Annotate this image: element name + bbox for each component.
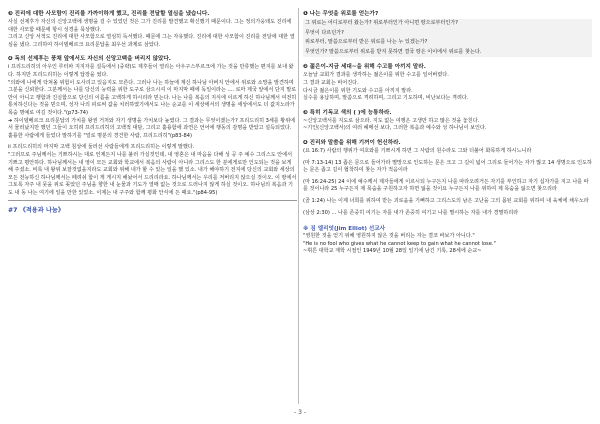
scripture-verse: (골 1:24) 나는 이제 너희를 위하여 받는 괴로움을 기뻐하고 그리스도의 남은 고난을 그의 몸된 교회를 위하여 내 육체에 채우노라 [303,197,589,204]
column-divider [298,8,299,404]
scripture-verse: (마 16:24-25) 24 이에 예수께서 제자들에게 이르시되 누구든지 나를 따라오려거든 자기를 부인하고 자기 십자가를 지고 나를 따를 것이니라 25 누구든지 제 목숨을 구원하고자 하면 잃을 것이요 누구든지 나를 위하여 제 목숨을 잃으면 찾으리라 [303,178,589,193]
scripture-verse: (마 7:13-14) 13 좁은 문으로 들어가라 멸망으로 인도하는 문은 크고 그 길이 넓어 그리로 들어가는 자가 많고 14 생명으로 인도하는 문은 좁고 길이 협착하여 찾는 자가 적음이라 [303,159,592,174]
left-column [8,10,297,214]
question-2-line: 그 결과 교회는 비어진다. [303,79,359,86]
section-4-quote: "의와에 나에게 닥쳐올 위험이 도사리고 있음지도 모른다. 그러나 나는 하늘에 계신 하나님 아버지 안에서 위로와 소망을 발견하며 그분을 신뢰한다. 그분께서는 나를 당신의 능력을 위한 도구로 삼으시셔 이 마지막 때에 독일이라는 .... 로마 제국 앞에서 단지 말로만이 아니고 행함과 진실함으로 당신의 이름을 고백하게 하시리라 믿는다. 나는 나를 복음의 지식에 이르게 하신 하나님께서 여전히 통치하신다는 것을 믿으며, 성자 나의 피로써 값을 치러하였기에서도 나는 순교를 이 세상에서의 생명을 세상에서도 더 값지노라가 목숨 명예로 여길 것이다."(p73-74) [8,79,297,116]
question-4-title: ❹ 진리와 말씀을 위해 기꺼이 헌신하라. [303,139,401,146]
question-1-title: ❶ 나는 무엇을 위로를 얻는가? [303,11,379,17]
question-1-line: 그 위로는 어디로부터 왔는가? 위로부터인가 아니면 땅으로부터인가? [303,19,592,29]
question-2-line: 오늘날 교회가 결과를 생각하는 젊은이를 위한 수고를 일어버렸다. [303,72,449,79]
question-3-line: ~기인(신앙고백서)의 여러 헤메선 보다, 그러한 복음과 예수와 성 하나님이 보인다. [303,125,487,132]
question-1-line: 무엇이 다르던가? [303,29,592,39]
quote-line: "영원한 것을 얻기 위해 영원하지 않은 것을 버리는 자는 결코 바보가 아니다." [303,233,475,240]
section-4-quote: "그러므로 주님께서는 기쁘하시는 대로 언제든지 나를 불러 가실것인데, 내 영혼은 내 마음을 다해 성 공 주 예수 그리스도 안에서 기쁘고 평안하다. 하나님께서는 내 영이 모든 교회와 학교에서 복음의 사람이 아니라 그리스도 한 분에게로만 인도되는 것을 보게 해 주셨소. 비록 내 왕위 보잘것없을지라도 교회와 위해 내가 할 수 있는 일을 했 있소. 내가 해야하기 전지에 당신의 교회와 세상의 모든 전능하신 하나님께서는 떼려쉬 함이 게 게시지 해놨어서 드리리라요. 하나님께서는 우리를 저버리지 않으실 것이오. 이 땅에서 그토록 자주 내 뭇을 위로 꽂았던 주님을 향한 내 눈물과 기도가 열매 없는 것으로 드러나지 않게 하실 것이오. 하나님의 복음과 기도 내 동 나는 여기에 일을 만한 있었소. 이제는 내 구주와 함께 평화 안식에 든 때요."(p84-95) [8,151,297,196]
section-3-paragraph: 그리고 신앙 서적도 진리에 대한 사모함으로 열심히 독서했다. 때문에 그는 자유했다. 진리에 대한 사모함이 진리를 전달에 대한 열심을 냈다. 그리하여 하이델베르크 요리문답을 최우선 과제로 삼았다. [8,34,295,48]
question-3-line: ~신앙고백서를 지도로 삼으라. 지도 없는 여행은 고생만 하고 많은 것을 놓친다. [303,117,480,124]
page-number: - 3 - [294,409,306,416]
scripture-verse: (삼상 2:30) ... 나를 존중히 여기는 자를 내가 존중히 여기고 나를 멸시하는 자를 내가 경멸하리라 [303,209,519,216]
section-4-paragraph: i 프리드리히의 아우인 루터파 지지자를 설득에서 (중략)도 제후들이 열리는 아우구스부르크에 가는 것을 만류했는 편지를 보내 왔다. 하지만 프리드리히는 이렇게 답장을 썼다. [8,64,294,78]
section-3-title: ❸ 진리에 대한 사모함이 진리를 가까이하게 했고, 진리를 전달할 열심을 냈습니다. [8,11,210,17]
section-4-title: ❹ 독의 선제후는 풍채 앞에서도 자신의 신앙고백을 버리지 않았다. [8,56,171,63]
quote-line: "He is no fool who gives what he cannot keep to gain what he cannot lose." [303,240,496,247]
question-1-line: 무엇인가? 말씀으로부터 위로를 받지 못하면 결국 땅은 이이에서 위로를 찾는다. [303,48,592,58]
section-4-paragraph: ➜ 하이델베르크 요리문답의 가치를 왕권 거처와 자기 생명을 가치보다 높였다. 그 결과는 무엇이겠는가? 프리드리히 3세를 황위에서 물러났지만 했던 그들이 오히려 프리드리히의 고백적 대담, 그리고 훌륭함에 과연은 언어에 행동의 감명을 받았고 설득되었다. 훌륭한 사람에게 들었다 말하기를 "얼로 명분의 경건한 사람, 프리드리히"(p83-84) [8,117,296,139]
question-2-title: ❷ 젊은이-지금 세대~을 위해 수고를 아끼지 말라. [303,64,426,71]
scripture-verse: (요 16:7) 사람의 행위가 여호와를 기쁘시게 하면 그 사람의 원수라도 그와 더불어 화목하게 하시느니라 [303,147,532,154]
question-2-line: 실수를 용납하며, 말씀으로 격려하며, 그리고 기도하며, 비난보다는 격려다. [303,95,469,102]
application-heading: #7 《적용과 나눔》 [8,207,65,215]
section-4-paragraph: ii 프리드리히의 마지막 고백 침상에 둘러선 사람들에게 프리드리히는 이렇게 말했다. [8,144,195,151]
section-3-paragraph: 사실 선제후가 자신의 신앙고백에 생명을 걸 수 있었던 것은 그가 진리를 발견했고 확신했기 때문이다. 그는 정의가웅돼도 진리에 대한 사모함 때문에 항시 성경을 묵상했다. [8,19,292,33]
section-divider [8,200,297,201]
question-1-line: 위로부터, 말씀으로부터 받은 위로를 나는 누 있겠는가? [303,38,592,48]
right-column [303,10,592,256]
quote-line: ~휘튼 대학교 재학 시절인 1949년 10월 28일 일기에 남긴 기록, 28세에 순교~ [303,248,482,255]
question-3-title: ❸ 특히 기독교 색의 ( )에 능통하라. [303,109,392,116]
quote-title: ※ 짐 엘리엇(Jim Elliot) 선교사 [303,226,386,233]
question-2-line: 다시금 젊은이를 위한 기도와 수고를 아끼지 말라. [303,87,413,94]
